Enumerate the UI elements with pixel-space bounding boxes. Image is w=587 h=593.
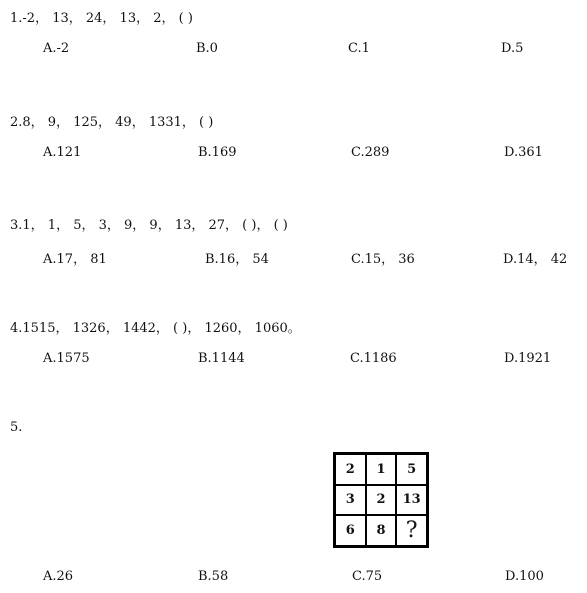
grid-cell: 13 xyxy=(396,485,427,516)
question-2-option-b[interactable]: B.169 xyxy=(198,145,237,160)
question-5-stem: 5. xyxy=(10,420,23,435)
question-4-option-d[interactable]: D.1921 xyxy=(504,351,552,366)
question-2-option-c[interactable]: C.289 xyxy=(351,145,390,160)
grid-cell: 1 xyxy=(366,454,397,485)
grid-cell: 8 xyxy=(366,515,397,546)
question-4-option-c[interactable]: C.1186 xyxy=(350,351,397,366)
question-1-option-d[interactable]: D.5 xyxy=(501,41,524,56)
number-grid xyxy=(333,452,429,548)
question-3-option-c[interactable]: C.15， 36 xyxy=(351,252,415,267)
question-4-option-a[interactable]: A.1575 xyxy=(43,351,90,366)
question-5-option-c[interactable]: C.75 xyxy=(352,569,383,584)
question-3-option-b[interactable]: B.16， 54 xyxy=(205,252,269,267)
question-3-option-d[interactable]: D.14， 42 xyxy=(503,252,568,267)
grid-cell: 2 xyxy=(366,485,397,516)
question-1-option-a[interactable]: A.-2 xyxy=(43,41,70,56)
grid-cell: 5 xyxy=(396,454,427,485)
question-2-option-a[interactable]: A.121 xyxy=(43,145,82,160)
question-1-stem: 1.-2， 13， 24， 13， 2， ( ) xyxy=(10,11,193,26)
grid-cell-unknown: ? xyxy=(396,515,427,546)
question-1-option-b[interactable]: B.0 xyxy=(196,41,218,56)
grid-cell: 3 xyxy=(335,485,366,516)
question-2-option-d[interactable]: D.361 xyxy=(504,145,543,160)
question-3-option-a[interactable]: A.17， 81 xyxy=(43,252,107,267)
question-4-option-b[interactable]: B.1144 xyxy=(198,351,245,366)
question-4-stem: 4.1515， 1326， 1442， ( )， 1260， 1060。 xyxy=(10,321,301,336)
question-2-stem: 2.8， 9， 125， 49， 1331， ( ) xyxy=(10,115,214,130)
grid-cell: 2 xyxy=(335,454,366,485)
question-5-option-b[interactable]: B.58 xyxy=(198,569,229,584)
question-5-option-a[interactable]: A.26 xyxy=(43,569,74,584)
question-1-option-c[interactable]: C.1 xyxy=(348,41,370,56)
question-5-option-d[interactable]: D.100 xyxy=(505,569,544,584)
grid-cell: 6 xyxy=(335,515,366,546)
question-3-stem: 3.1， 1， 5， 3， 9， 9， 13， 27， ( )， ( ) xyxy=(10,218,288,233)
